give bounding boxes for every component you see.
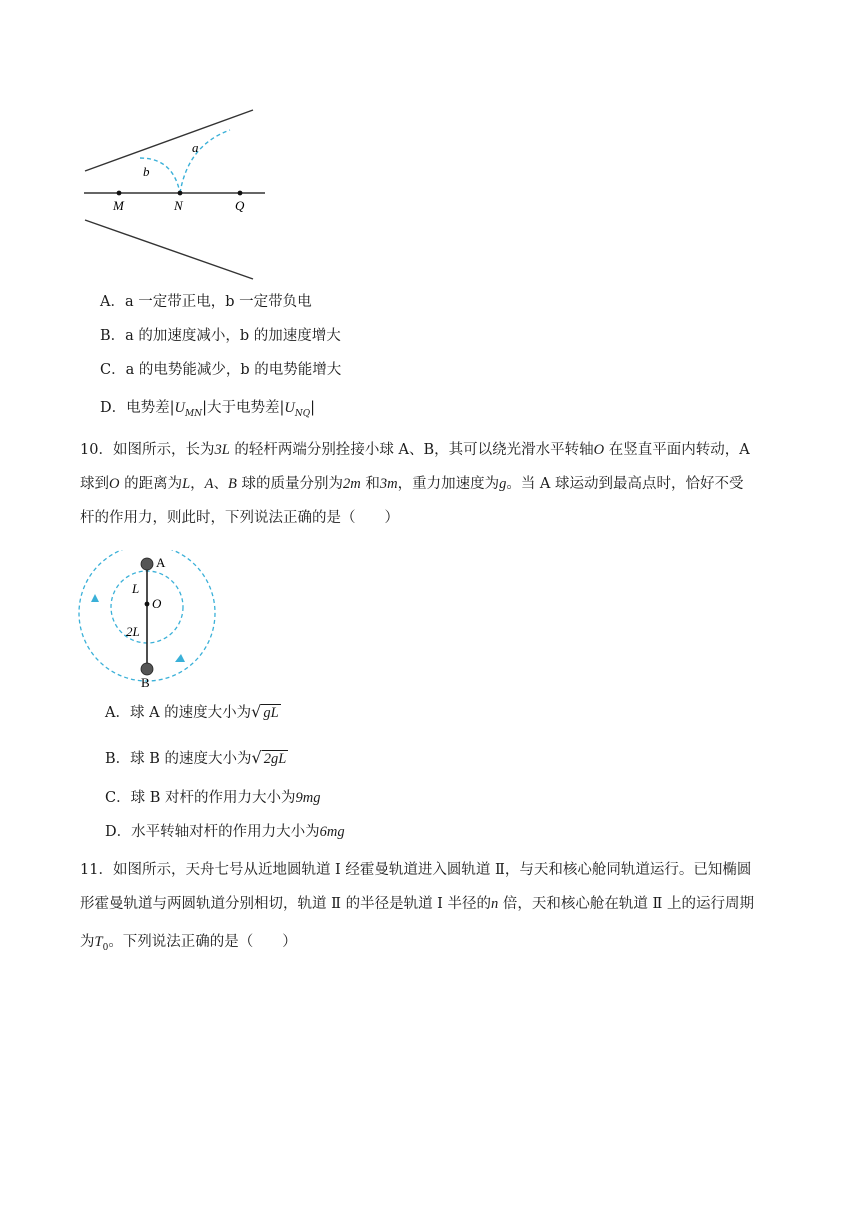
electric-field-figure <box>70 100 280 285</box>
q11-stem-line-1: 11．如图所示，天舟七号从近地圆轨道 Ⅰ 经霍曼轨道进入圆轨道 Ⅱ，与天和核心舱同轨道运行。已知椭圆 <box>80 862 752 878</box>
upper-boundary-line <box>85 110 253 171</box>
label-ball-a: A <box>156 555 166 570</box>
label-o: O <box>152 596 162 611</box>
label-n: N <box>174 198 183 213</box>
pivot-o <box>145 602 150 607</box>
q10-option-c: C．球 B 对杆的作用力大小为9mg <box>105 790 321 806</box>
q11-stem-line-3: 为$T_0$。下列说法正确的是（ ） <box>80 934 297 953</box>
q10-option-d: D．水平转轴对杆的作用力大小为6mg <box>105 824 345 840</box>
point-q <box>238 191 243 196</box>
inner-arrow-icon <box>91 594 99 602</box>
label-b: b <box>143 164 150 179</box>
label-l: L <box>132 581 140 596</box>
q9-option-d: D．电势差$|U_{MN}|$大于电势差$|U_{NQ}|$ <box>100 400 316 419</box>
point-m <box>117 191 122 196</box>
q10-stem-line-2: 球到O 的距离为L，A、B 球的质量分别为2m 和3m，重力加速度为g。当 A 球运动到最高点时，恰好不受 <box>80 476 744 492</box>
label-m: M <box>113 198 124 213</box>
ball-a <box>141 558 153 570</box>
ball-b <box>141 663 153 675</box>
q10-option-b: B．球 B 的速度大小为√ 2gL <box>105 748 287 767</box>
q10-stem-line-3: 杆的作用力，则此时，下列说法正确的是（ ） <box>80 510 399 526</box>
lower-boundary-line <box>85 220 253 279</box>
label-a: a <box>192 140 199 155</box>
point-n <box>178 191 183 196</box>
q11-stem-line-2: 形霍曼轨道与两圆轨道分别相切，轨道 Ⅱ 的半径是轨道 Ⅰ 半径的n 倍，天和核心舱在轨道 Ⅱ 上的运行周期 <box>80 896 754 912</box>
outer-arrow-icon <box>175 654 185 662</box>
q9-option-c: C．a 的电势能减少，b 的电势能增大 <box>100 362 342 378</box>
label-q: Q <box>235 198 245 213</box>
trajectory-a <box>180 130 230 193</box>
q10-stem-line-1: 10．如图所示，长为3L 的轻杆两端分别拴接小球 A、B，其可以绕光滑水平转轴O 在竖直平面内转动，A <box>80 442 750 458</box>
rotating-rod-figure <box>75 550 225 695</box>
q9-option-b: B．a 的加速度减小，b 的加速度增大 <box>100 328 341 344</box>
q9-option-a: A．a 一定带正电，b 一定带负电 <box>100 294 312 310</box>
label-2l: 2L <box>126 624 140 639</box>
q10-option-a: A．球 A 的速度大小为√ gL <box>105 702 279 721</box>
label-ball-b: B <box>141 675 150 690</box>
